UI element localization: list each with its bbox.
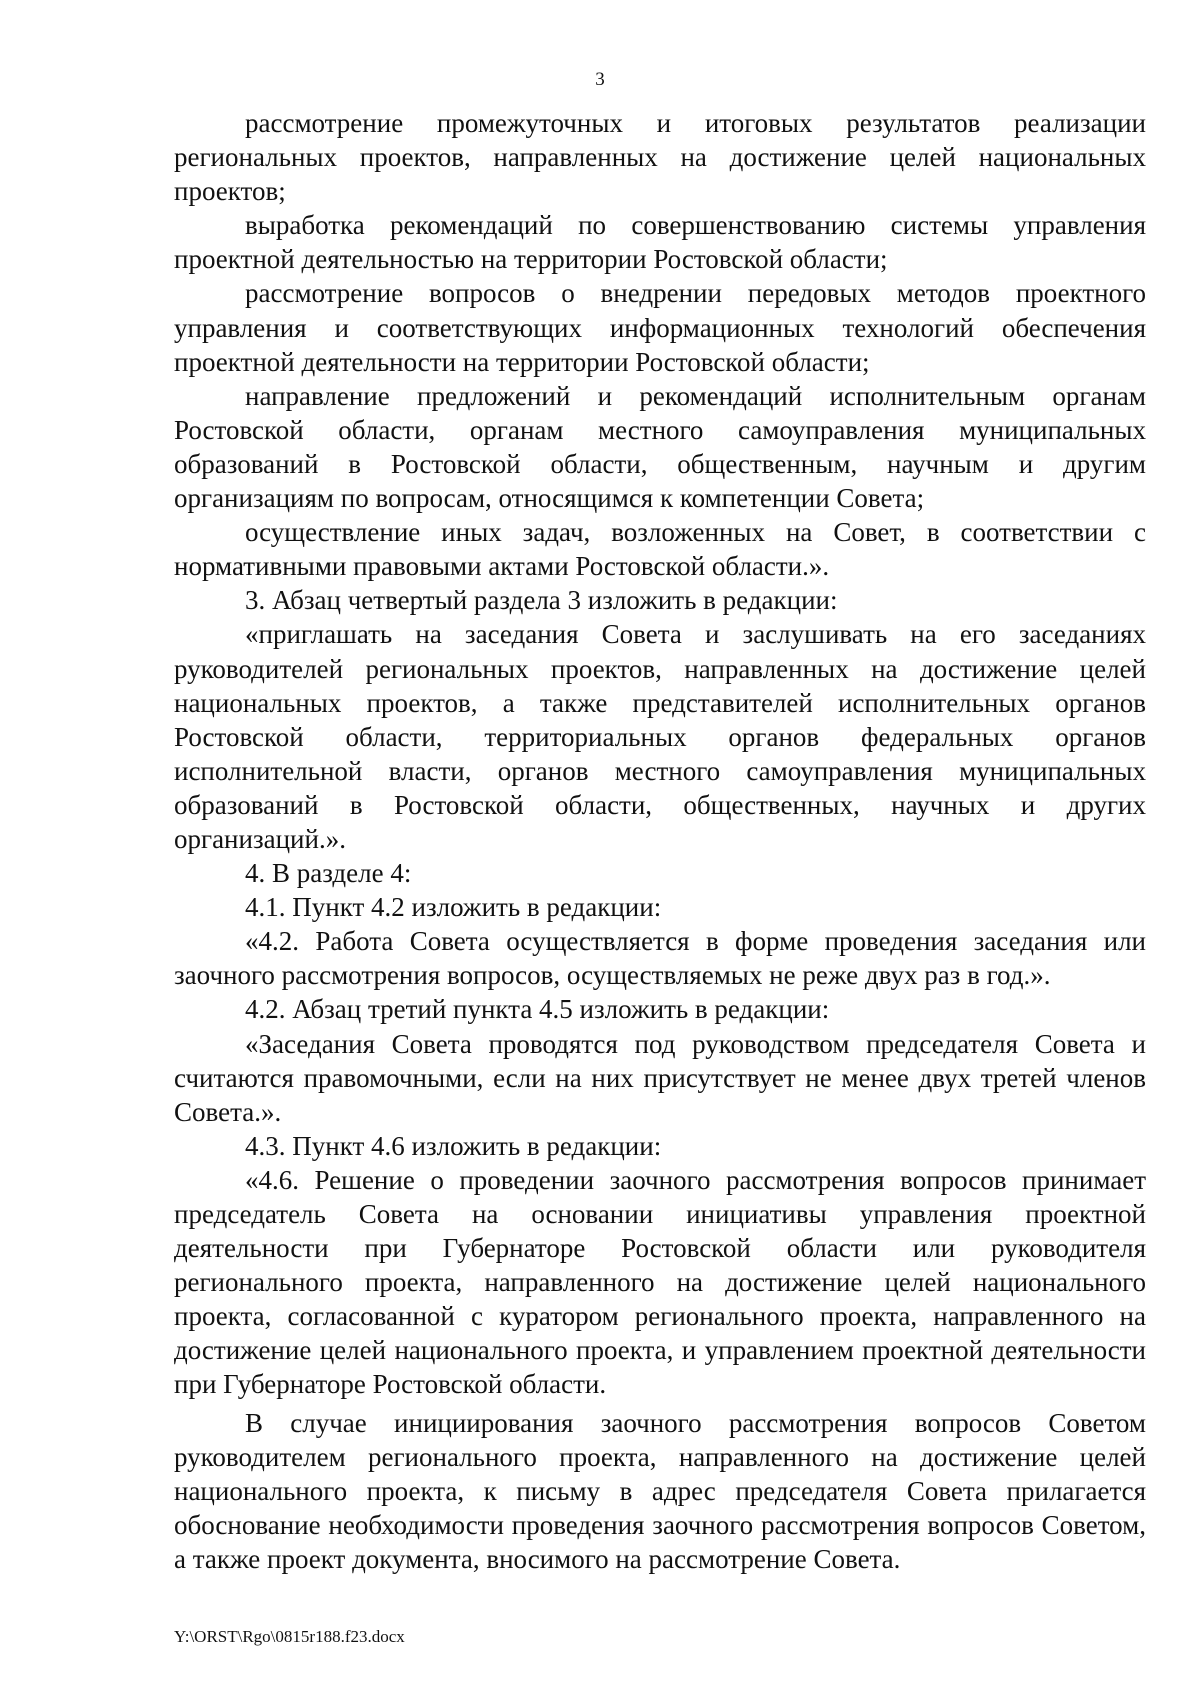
page-number: 3 xyxy=(595,69,605,90)
paragraph-item-4-1: 4.1. Пункт 4.2 изложить в редакции: xyxy=(245,892,662,923)
paragraph-4-6-text: «4.6. Решение о проведении заочного рассмотрения вопросов принимает председатель Совета на основании инициативы управления проектной деятельности при Губернаторе Ростовской области или руководителя регионального проекта, направленного на достижение целей национального проекта, согласованной с куратором регионального проекта, направленного на достижение целей национального проекта, и управлением проектной деятельности при Губернаторе Ростовской области. xyxy=(174,1164,1146,1400)
paragraph-item-4-2: 4.2. Абзац третий пункта 4.5 изложить в редакции: xyxy=(245,994,830,1025)
paragraph-initiation: В случае инициирования заочного рассмотрения вопросов Советом руководителем регионального проекта, направленного на достижение целей национального проекта, к письму в адрес председателя Совета прилагается обоснование необходимости проведения заочного рассмотрения вопросов Советом, а также проект документа, вносимого на рассмотрение Совета. xyxy=(174,1407,1146,1574)
paragraph-4-2-text: «4.2. Работа Совета осуществляется в форме проведения заседания или заочного рассмотрения вопросов, осуществляемых не реже двух раз в год.». xyxy=(174,926,1146,991)
footer-file-path: Y:\ORST\Rgo\0815r188.f23.docx xyxy=(174,1627,405,1646)
paragraph-invite: «приглашать на заседания Совета и заслушивать на его заседаниях руководителей региональных проектов, направленных на достижение целей национальных проектов, а также представителей исполнительных органов Ростовской области, территориальных органов федеральных органов исполнительной власти, органов местного самоуправления муниципальных образований в Ростовской области, общественных, научных и других организаций.». xyxy=(174,619,1146,854)
paragraph-item-4: 4. В разделе 4: xyxy=(245,858,412,889)
paragraph-methods: рассмотрение вопросов о внедрении передовых методов проектного управления и соответствующих информационных технологий обеспечения проектной деятельности на территории Ростовской области; xyxy=(174,278,1146,377)
document-body xyxy=(174,106,1146,1576)
paragraph-review-results: рассмотрение промежуточных и итоговых результатов реализации региональных проектов, направленных на достижение целей национальных проектов; xyxy=(174,108,1146,207)
paragraph-item-3: 3. Абзац четвертый раздела 3 изложить в редакции: xyxy=(245,585,838,616)
paragraph-meetings: «Заседания Совета проводятся под руководством председателя Совета и считаются правомочными, если на них присутствует не менее двух третей членов Совета.». xyxy=(174,1028,1146,1127)
paragraph-proposals: направление предложений и рекомендаций исполнительным органам Ростовской области, органам местного самоуправления муниципальных образований в Ростовской области, общественным, научным и другим организациям по вопросам, относящимся к компетенции Совета; xyxy=(174,380,1146,514)
paragraph-item-4-3: 4.3. Пункт 4.6 изложить в редакции: xyxy=(245,1130,662,1161)
paragraph-recommendations: выработка рекомендаций по совершенствованию системы управления проектной деятельностью на территории Ростовской области; xyxy=(174,210,1146,275)
paragraph-other-tasks: осуществление иных задач, возложенных на Совет, в соответствии с нормативными правовыми актами Ростовской области.». xyxy=(174,517,1146,582)
